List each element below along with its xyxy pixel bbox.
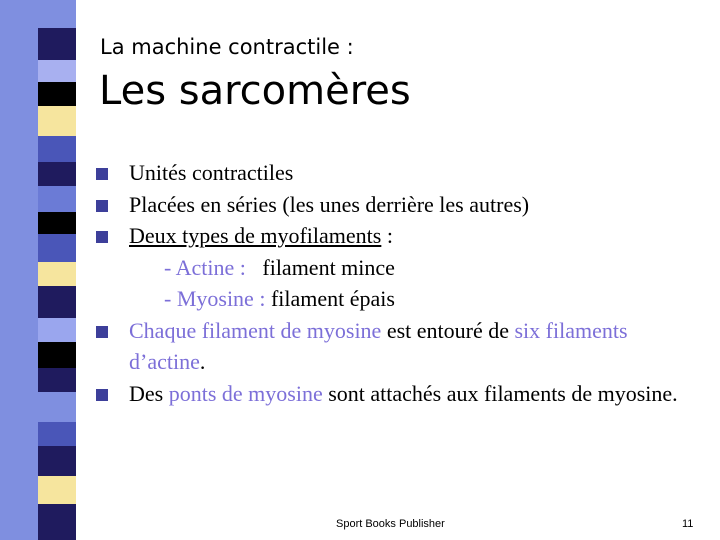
border-column-left bbox=[0, 0, 38, 540]
border-block bbox=[38, 136, 76, 162]
bullet-text-accent: Chaque filament de myosine bbox=[129, 317, 382, 343]
border-block bbox=[38, 368, 76, 392]
bullet-square-icon bbox=[96, 231, 108, 243]
bullet-text-accent: ponts de myosine bbox=[168, 380, 323, 406]
sub-item-text: filament épais bbox=[270, 286, 395, 311]
slide-title: Les sarcomères bbox=[99, 68, 411, 114]
sub-item-actine bbox=[96, 252, 696, 284]
bullet-square-icon bbox=[96, 389, 108, 401]
bullet-list bbox=[96, 157, 696, 409]
bullet-square-icon bbox=[96, 326, 108, 338]
bullet-text: est entouré de bbox=[381, 317, 515, 343]
footer-publisher: Sport Books Publisher bbox=[336, 518, 445, 530]
border-block bbox=[38, 476, 76, 504]
bullet-text-underlined: Deux types de myofilaments bbox=[129, 223, 382, 248]
border-block bbox=[38, 82, 76, 106]
border-block bbox=[38, 0, 76, 28]
border-block bbox=[38, 262, 76, 286]
page-number: 11 bbox=[682, 518, 694, 530]
bullet-text: Unités contractiles bbox=[129, 160, 294, 185]
decorative-left-border bbox=[0, 0, 76, 540]
bullet-text-accent: six filaments d’actine bbox=[129, 317, 628, 374]
border-block bbox=[38, 212, 76, 234]
border-block bbox=[38, 392, 76, 422]
bullet-square-icon bbox=[96, 200, 108, 212]
border-block bbox=[38, 422, 76, 446]
list-item bbox=[96, 315, 696, 378]
list-item bbox=[96, 189, 696, 221]
border-block bbox=[38, 504, 76, 540]
bullet-text: sont attachés aux filaments de myosine. bbox=[322, 380, 678, 406]
border-block bbox=[38, 28, 76, 60]
list-item bbox=[96, 220, 696, 252]
border-block bbox=[38, 318, 76, 342]
sub-item-term: - Myosine : bbox=[164, 286, 271, 311]
slide-subtitle: La machine contractile : bbox=[100, 35, 354, 59]
bullet-text: Placées en séries (les unes derrière les autres) bbox=[129, 191, 530, 217]
border-block bbox=[38, 106, 76, 136]
list-item bbox=[96, 378, 696, 410]
border-block bbox=[38, 342, 76, 368]
border-block bbox=[0, 0, 38, 540]
border-column-right bbox=[38, 0, 76, 540]
bullet-text: Des bbox=[129, 380, 169, 406]
sub-item-term: - Actine : bbox=[164, 254, 252, 280]
bullet-square-icon bbox=[96, 168, 108, 180]
bullet-text: : bbox=[381, 223, 393, 248]
border-block bbox=[38, 186, 76, 212]
bullet-text: . bbox=[199, 349, 206, 374]
border-block bbox=[38, 60, 76, 82]
border-block bbox=[38, 234, 76, 262]
border-block bbox=[38, 162, 76, 186]
border-block bbox=[38, 286, 76, 318]
list-item bbox=[96, 157, 696, 189]
sub-item-myosine bbox=[96, 283, 696, 315]
sub-item-text: filament mince bbox=[251, 254, 395, 280]
border-block bbox=[38, 446, 76, 476]
